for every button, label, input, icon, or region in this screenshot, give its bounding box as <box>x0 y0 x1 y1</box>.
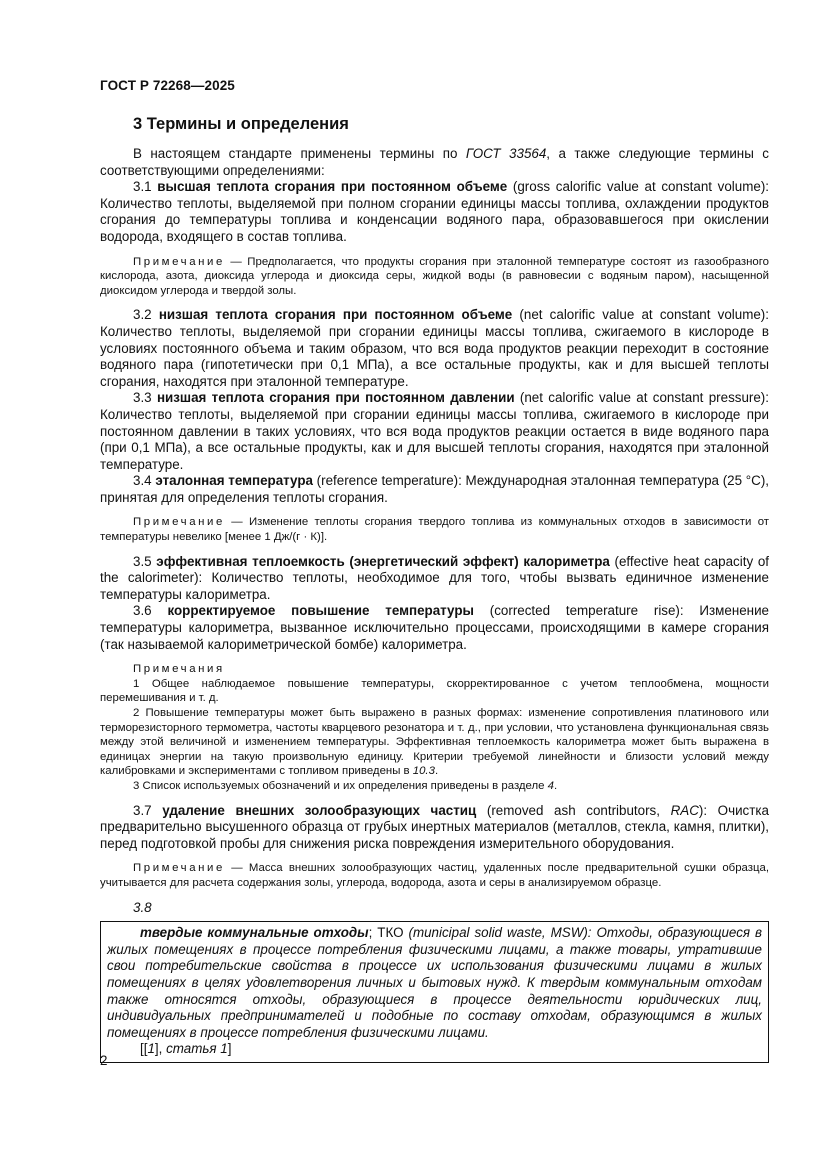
note-3-6-item-1: 1 Общее наблюдаемое повышение температуры, скорректированное с учетом теплообмена, мощности перемешивания и т. д. <box>100 677 769 705</box>
term-name: низшая теплота сгорания при постоянном давлении <box>156 390 515 406</box>
term-definition: (removed ash contributors, <box>476 802 671 818</box>
intro-text: В настоящем стандарте применены термины по <box>133 146 466 161</box>
term-3-8-number: 3.8 <box>133 899 152 915</box>
term-name: высшая теплота сгорания при постоянном объеме <box>157 179 508 195</box>
note-text-end: . <box>434 765 439 778</box>
note-text: — Предполагается, что продукты сгорания при эталонной температуре состоят из газообразного кислорода, азота, диоксида углерода и диоксида серы, жидкой воды (в равновесии с водяным паром), насыщенной диоксидом углерода и твердой золы. <box>100 255 769 297</box>
term-3-8-box <box>100 921 769 1063</box>
note-text: — Изменение теплоты сгорания твердого топлива из коммунальных отходов в зависимости от температуры невелико [менее 1 Дж/(г · К)]. <box>100 516 769 544</box>
term-number: 3.3 <box>133 390 157 406</box>
section-body <box>100 146 769 1063</box>
term-definition: (effective heat capacity of the calorimeter): Количество теплоты, необходимое для того, чтобы вызвать единичное изменение температуры калориметра. <box>100 553 769 602</box>
term-separator: ; <box>368 925 378 941</box>
note-label: Примечание <box>133 862 225 875</box>
term-3-1 <box>100 179 769 245</box>
note-3-4 <box>100 515 769 544</box>
term-name: твердые коммунальные отходы <box>140 925 369 941</box>
intro-text-end: , а также следующие термины с соответствующими определениями: <box>100 146 769 178</box>
term-abbreviation: RAC <box>670 802 699 818</box>
note-text: 3 Список используемых обозначений и их определения приведены в разделе <box>133 779 548 792</box>
term-3-4 <box>100 473 769 506</box>
notes-label: Примечания <box>133 663 225 676</box>
note-reference: 10.3 <box>412 765 435 778</box>
note-3-1 <box>100 255 769 299</box>
term-number: 3.6 <box>133 603 168 619</box>
note-text-end: . <box>554 779 558 792</box>
source-reference: 1 <box>147 1041 155 1057</box>
term-number: 3.1 <box>133 179 158 195</box>
page-number: 2 <box>100 1053 108 1068</box>
note-3-6-item-2 <box>100 706 769 779</box>
term-name: низшая теплота сгорания при постоянном объеме <box>158 307 513 323</box>
note-label: Примечание <box>133 255 225 268</box>
term-3-6 <box>100 603 769 653</box>
term-3-2 <box>100 307 769 390</box>
term-definition-end: ): Очистка предварительно высушенного образца от грубых инертных материалов (металлов, стекла, камня, плитки), перед подготовкой пробы для снижения риска повреждения измерительного оборудования. <box>100 802 769 851</box>
source-bracket: ], <box>154 1041 167 1057</box>
term-definition: (net calorific value at constant volume): Количество теплоты, выделяемой при сгорании единицы массы топлива, сжигаемого в кислороде в условиях постоянного объема и таким образом, что вся вода продуктов реакции переходит в состояние водяного пара (гипотетически при 0,1 МПа), а все остальные продукты, как и для высшей теплоты сгорания, находятся при эталонной температуре. <box>100 307 769 389</box>
term-name: удаление внешних золообразующих частиц <box>162 802 477 818</box>
term-definition: (net calorific value at constant pressure): Количество теплоты, выделяемой при сгорании единицы массы топлива, сжигаемого в кислороде при постоянном давлении в таких условиях, что вся вода продуктов реакции остается в виде водяного пара (при 0,1 МПа), а все остальные продукты, как и для высшей теплоты сгорания, находятся при эталонной температуре. <box>100 390 769 472</box>
source-article: статья 1 <box>166 1041 228 1057</box>
term-3-8 <box>107 925 762 1041</box>
term-abbreviation: ТКО <box>377 925 404 941</box>
source-bracket: ] <box>227 1041 232 1057</box>
term-number: 3.4 <box>133 473 156 489</box>
term-definition: (reference temperature): Международная эталонная температура (25 °С), принятая для определения теплоты сгорания. <box>100 473 769 505</box>
term-3-5 <box>100 554 769 604</box>
term-name: эффективная теплоемкость (энергетический эффект) калориметра <box>156 553 610 569</box>
term-definition: (corrected temperature rise): Изменение температуры калориметра, вызванное исключительно процессами, происходящими в камере сгорания (так называемой калориметрической бомбе) калориметра. <box>100 603 770 652</box>
note-label: Примечание <box>133 516 225 529</box>
term-3-8-source <box>107 1041 762 1058</box>
note-text: 2 Повышение температуры может быть выражено в разных формах: изменение сопротивления платинового или терморезисторного термометра, частоты кварцевого резонатора и т. д., при условии, что установлена функциональная связь между этой величиной и изменением температуры. Эффективная теплоемкость калориметра может быть выражена в единицах энергии на такую произвольную единицу. Критерии требуемой линейности и близости условий между калибровками и экспериментами с топливом приведены в <box>100 707 769 778</box>
note-3-7 <box>100 861 769 890</box>
term-3-7 <box>100 803 769 853</box>
section-title: 3 Термины и определения <box>133 115 349 133</box>
term-number: 3.5 <box>133 553 157 569</box>
note-reference: 4 <box>547 779 555 792</box>
note-text: — Масса внешних золообразующих частиц, удаленных после предварительной сушки образца, учитывается для расчета содержания золы, углерода, водорода, азота и серы в анализируемом образце. <box>100 862 769 889</box>
term-number: 3.2 <box>133 307 159 323</box>
term-name: эталонная температура <box>155 473 313 489</box>
term-number: 3.7 <box>133 802 163 818</box>
term-definition: (municipal solid waste, MSW): Отходы, образующиеся в жилых помещениях в процессе потребления физическими лицами, а также товары, утратившие свои потребительские свойства в процессе их использования физическими лицами в жилых помещениях в целях удовлетворения личных и бытовых нужд. К твердым коммунальным отходам также относятся отходы, образующиеся в процессе деятельности юридических лиц, индивидуальных предпринимателей и подобные по составу отходам, образующимся в жилых помещениях в процессе потребления физическими лицами. <box>107 925 762 1040</box>
term-definition: (gross calorific value at constant volume): Количество теплоты, выделяемой при полном сгорании единицы массы топлива, охлаждении продуктов сгорания до температуры топлива и конденсации водяного пара, образовавшегося при окислении водорода, входящего в состав топлива. <box>100 179 769 244</box>
notes-3-6-label <box>100 662 769 677</box>
term-3-3 <box>100 390 769 473</box>
term-name: корректируемое повышение температуры <box>167 603 474 619</box>
source-bracket: [[ <box>140 1041 148 1057</box>
intro-reference: ГОСТ 33564 <box>465 146 547 161</box>
standard-header: ГОСТ Р 72268—2025 <box>100 78 235 93</box>
intro-paragraph <box>100 146 769 179</box>
note-3-6-item-3 <box>100 779 769 794</box>
